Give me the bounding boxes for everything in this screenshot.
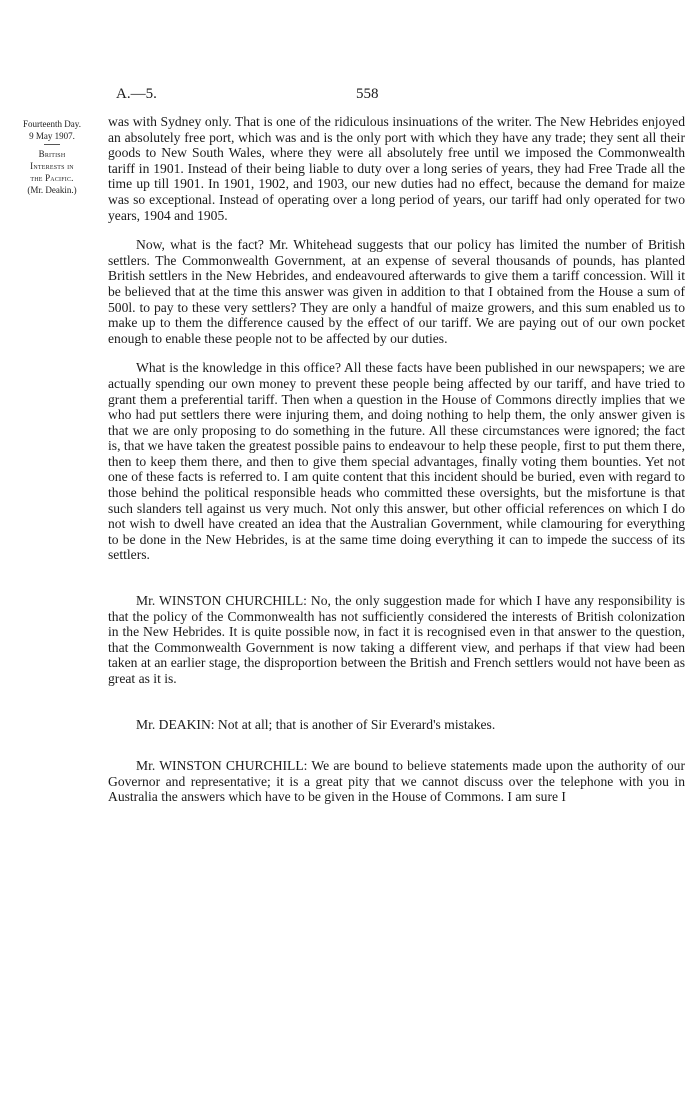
- paragraph-deakin-interjection: Mr. DEAKIN: Not at all; that is another of Sir Everard's mistakes.: [136, 716, 496, 732]
- page-number: 558: [356, 86, 379, 102]
- running-head-reference: A.—5.: [116, 86, 157, 102]
- paragraph-continuation: was with Sydney only. That is one of the ridiculous insinuations of the writer. The New Hebrides enjoyed an absolutely free port, which was and is the only port with which they have any trade; they sent all their goods to New South Wales, where they were all absolutely free until we imposed the Commonwealth tariff in 1901. Instead of their being liable to duty over a long series of years, they had Free Trade all the time up till 1901. In 1901, 1902, and 1903, our new duties had no effect, because the demand for maize was so exceptional. Instead of operating over a long period of years, our tariff had only operated for two years, 1904 and 1905.: [108, 114, 685, 223]
- margin-note: [6, 118, 98, 196]
- margin-topic-line-2: Interests in: [30, 161, 74, 171]
- margin-speaker: (Mr. Deakin.): [27, 185, 77, 195]
- paragraph-churchill-reply: Mr. WINSTON CHURCHILL: No, the only suggestion made for which I have any responsibility is that the policy of the Commonwealth has not sufficiently considered the interests of British colonization in the New Hebrides. It is quite possible now, in fact it is recognised even in that answer to the question, that the Commonwealth Government is now taking a different view, and perhaps if that view had been taken at an earlier stage, the disproportion between the British and French settlers would not have been as great as it is.: [108, 593, 685, 686]
- margin-date: 9 May 1907.: [29, 131, 75, 141]
- margin-divider: [44, 144, 60, 145]
- body-text: [108, 114, 685, 805]
- margin-topic-line-1: British: [38, 149, 66, 159]
- margin-day: Fourteenth Day.: [23, 119, 81, 129]
- paragraph-knowledge: What is the knowledge in this office? All these facts have been published in our newspapers; we are actually spending our own money to prevent these people being affected by our tariff, and have tried to grant them a preferential tariff. Then when a question in the House of Commons directly implies that we who had put settlers there were injuring them, and doing nothing to help them, the only answer given is that we are only proposing to do something in the future. All these circumstances were ignored; the fact is, that we have taken the greatest possible pains to endeavour to help these people, first to put them there, then to keep them there, and then to give them special advantages, finally voting them bounties. Yet not one of these facts is referred to. I am quite content that this incident should be buried, even with regard to those behind the political responsible heads who committed these oversights, but the misfortune is that such slanders tell against us very much. Not only this answer, but other official references on which I do not wish to dwell have created an idea that the Australian Government, while clamouring for everything to be done in the New Hebrides, is at the same time doing everything it can to impede the success of its settlers.: [108, 360, 685, 563]
- paragraph-churchill-continued: Mr. WINSTON CHURCHILL: We are bound to believe statements made upon the authority of our Governor and representative; it is a great pity that we cannot discuss over the telephone with you in Australia the answers which have to be given in the House of Commons. I am sure I: [108, 758, 685, 805]
- paragraph-whitehead: Now, what is the fact? Mr. Whitehead suggests that our policy has limited the number of British settlers. The Commonwealth Government, at an expense of several thousands of pounds, has planted British settlers in the New Hebrides, and endeavoured afterwards to give them a tariff concession. Will it be believed that at the time this answer was given in addition to that I obtained from the House a sum of 500l. to pay to these very settlers? They are only a handful of maize growers, and this sum enabled us to make up to them the difference caused by the effect of our tariff. We are paying out of our own pocket enough to enable these people not to be affected by our duties.: [108, 237, 685, 346]
- margin-topic-line-3: the Pacific.: [30, 173, 74, 183]
